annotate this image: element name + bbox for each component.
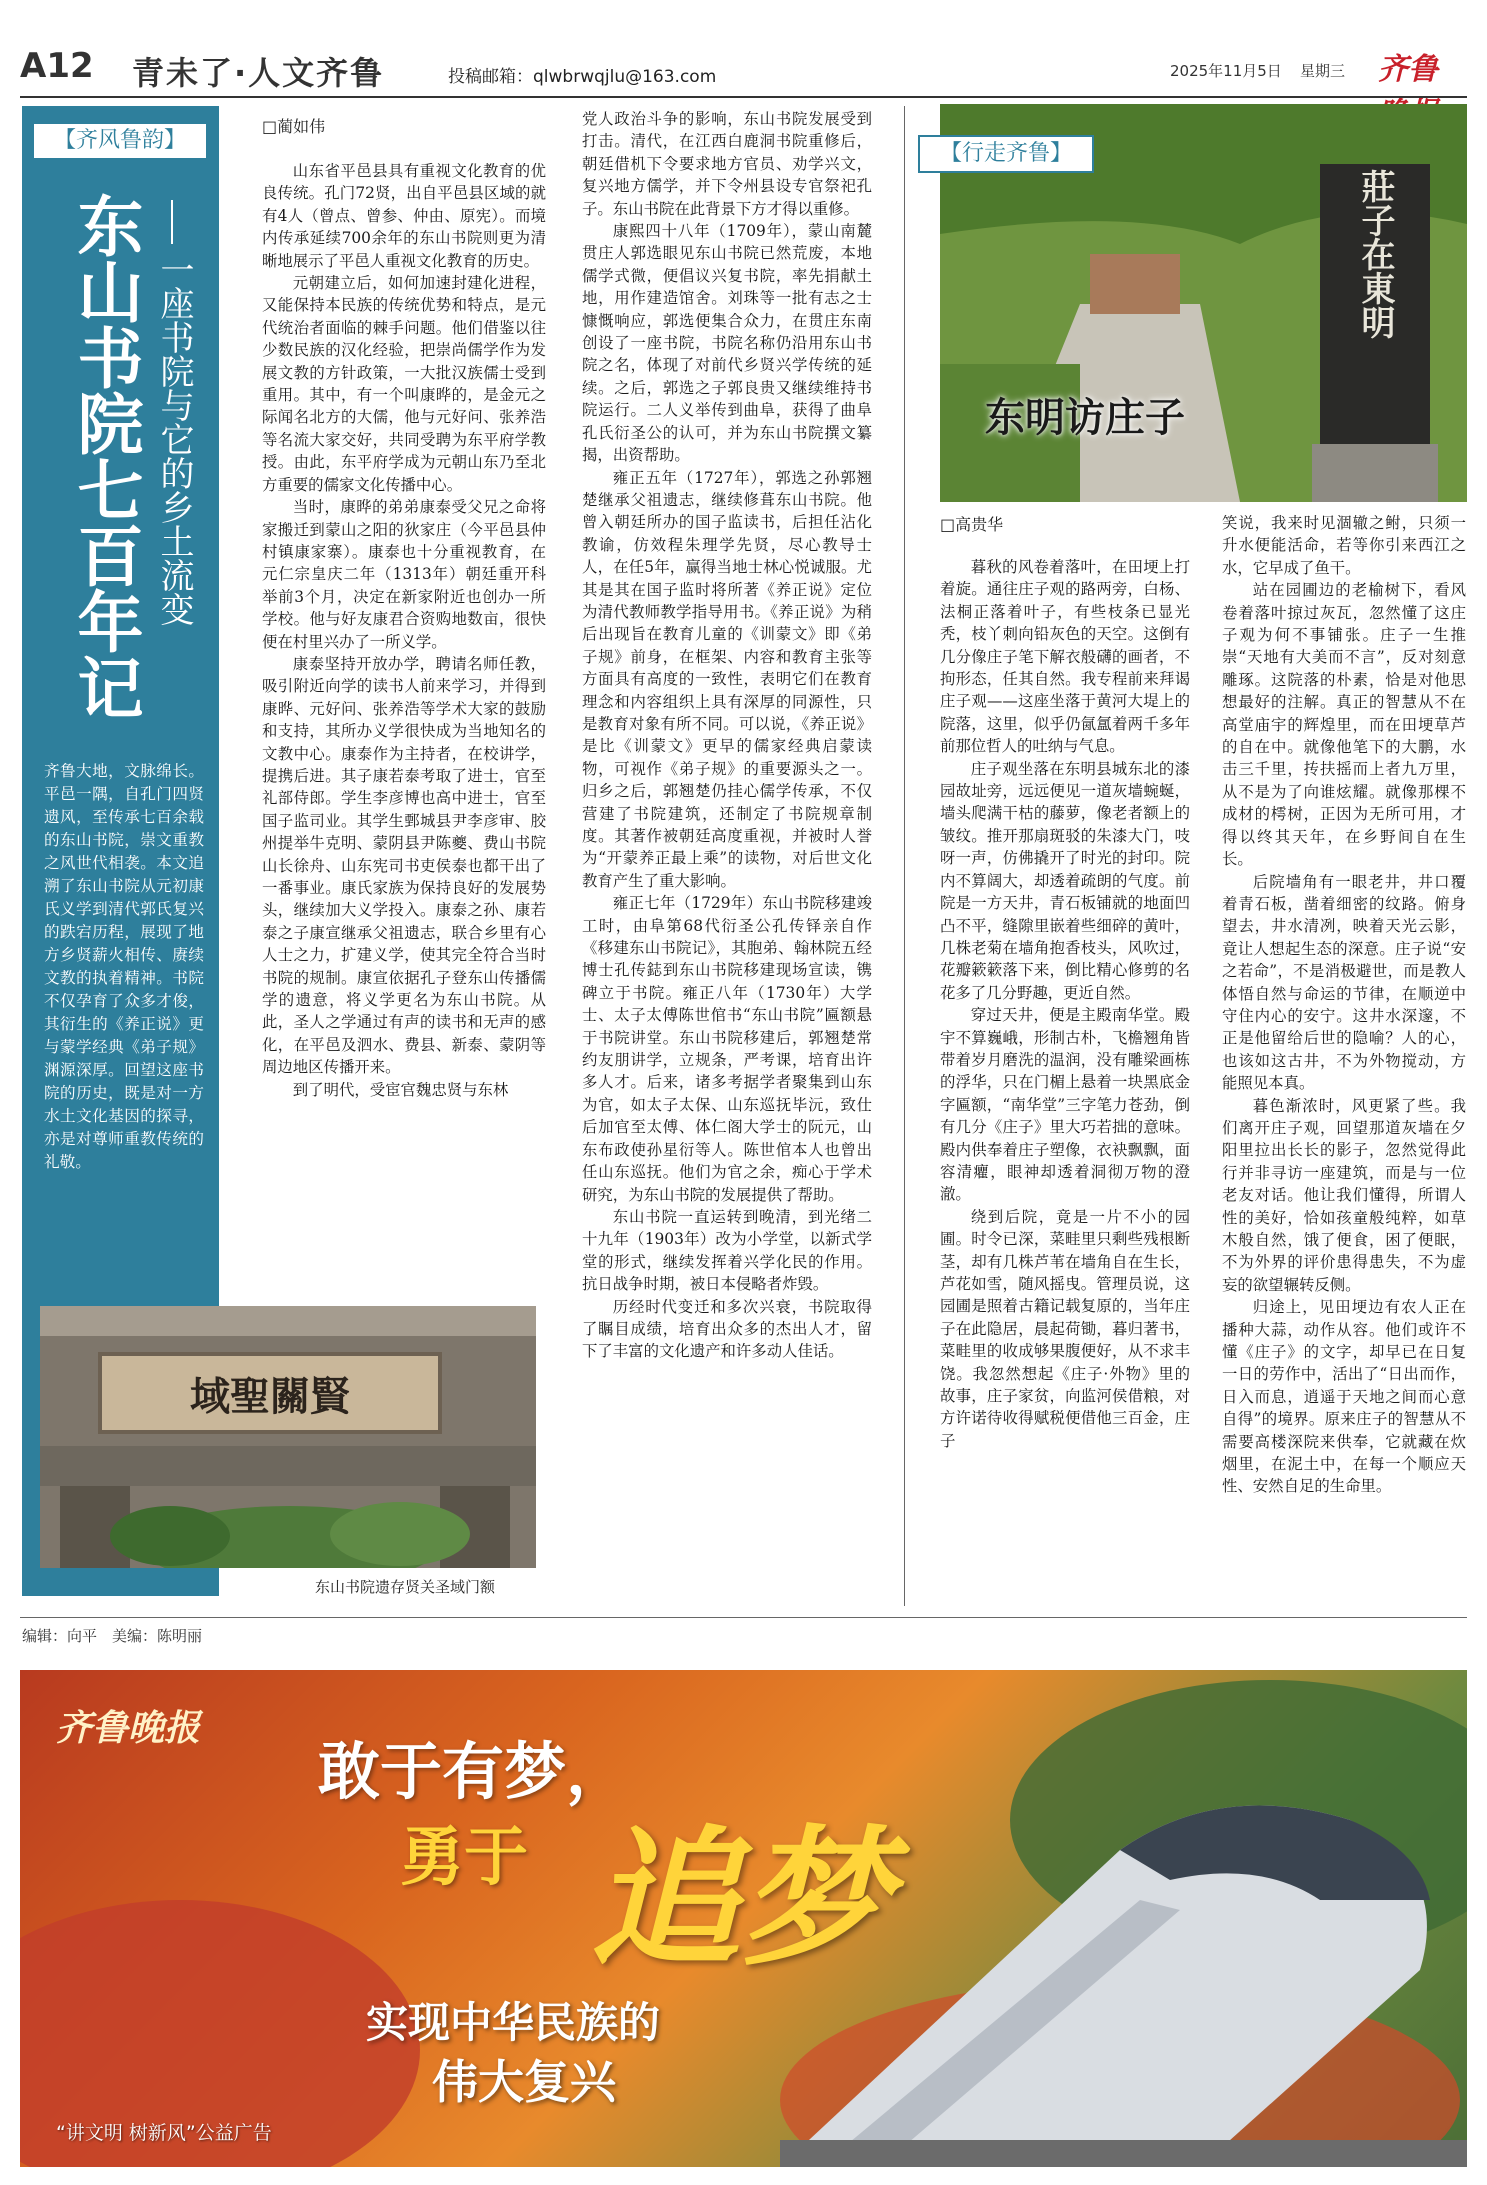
article-subtitle: 一座书院与它的乡土流变 bbox=[154, 252, 194, 626]
submission-email[interactable]: 投稿邮箱：qlwbrwqjlu@163.com bbox=[448, 67, 717, 87]
paragraph: 历经时代变迁和多次兴衰，书院取得了瞩目成绩，培育出众多的杰出人才，留下了丰富的文化遗产和许多动人佳话。 bbox=[582, 1297, 872, 1361]
article2-byline: □高贵华 bbox=[940, 515, 1004, 534]
paragraph: 归途上，见田埂边有农人正在播种大蒜，动作从容。他们或许不懂《庄子》的文字，却早已在日复一日的劳作中，活出了“日出而作，日入而息，逍遥于天地之间而心意自得”的境界。原来庄子的智慧从不需要高楼深院来供奉，它就藏在炊烟里，在泥土中，在每一个顺应天性、安然自足的生命里。 bbox=[1222, 1298, 1466, 1496]
paragraph: 庄子观坐落在东明县城东北的漆园故址旁，远远便见一道灰墙蜿蜒，墙头爬满干枯的藤萝，像老者额上的皱纹。推开那扇斑驳的朱漆大门，吱呀一声，仿佛撬开了时光的封印。院内不算阔大，却透着疏朗的气度。前院是一方天井，青石板铺就的地面凹凸不平，缝隙里嵌着些细碎的黄叶，几株老菊在墙角抱香枝头，风吹过，花瓣簌簌落下来，倒比精心修剪的名花多了几分野趣，更近自然。 bbox=[940, 759, 1190, 1002]
gate-illustration bbox=[40, 1306, 536, 1568]
article1-column-2 bbox=[582, 108, 872, 1363]
issue-weekday: 星期三 bbox=[1300, 62, 1346, 80]
paragraph: 党人政治斗争的影响，东山书院发展受到打击。清代，在江西白鹿洞书院重修后，朝廷借机下令要求地方官员、劝学兴文，复兴地方儒学，并下令州县设专官祭祀孔子。东山书院在此背景下方才得以重修。 bbox=[582, 110, 872, 218]
ad-slogan-line5: 伟大复兴 bbox=[432, 2055, 616, 2109]
paragraph: 康泰坚持开放办学，聘请名师任教，吸引附近向学的读书人前来学习，并得到康晔、元好问、张养浩等学术大家的鼓励和支持，其所办义学很快成为当地知名的文教中心。康泰作为主持者，在校讲学，提携后进。其子康若泰考取了进士，官至礼部侍郎。学生李彦博也高中进士，官至国子监司业。其学生鄄城县尹李彦审、胶州提举牛克明、蒙阴县尹陈夔、费山书院山长徐舟、山东宪司书吏侯泰也都干出了一番事业。康氏家族为保持良好的发展势头，继续加大义学投入。康泰之孙、康若泰之子康宣继承父祖遗志，联合乡里有心人士之力，扩建义学，使其完全符合当时书院的规制。康宣依据孔子登东山传播儒学的遗意，将义学更名为东山书院。从此，圣人之学通过有声的读书和无声的感化，在平邑及泗水、费县、新泰、蒙阴等周边地区传播开来。 bbox=[262, 654, 546, 1077]
paragraph: 后院墙角有一眼老井，井口覆着青石板，凿着细密的纹路。俯身望去，井水清冽，映着天光云影，竟让人想起生态的深意。庄子说“安之若命”，不是消极避世，而是教人体悟自然与命运的节律，在顺逆中守住内心的安宁。这井水深邃，不正是他留给后世的隐喻？人的心，也该如这古井，不为外物搅动，方能照见本真。 bbox=[1222, 872, 1466, 1093]
paragraph: 东山书院一直运转到晚清，到光绪二十九年（1903年）改为小学堂，以新式学堂的形式，继续发挥着兴学化民的作用。抗日战争时期，被日本侵略者炸毁。 bbox=[582, 1207, 872, 1294]
article2-column-1 bbox=[940, 556, 1190, 1452]
article2-column-2 bbox=[1222, 512, 1466, 1498]
paragraph: 雍正五年（1727年），郭选之孙郭翘楚继承父祖遗志，继续修葺东山书院。他曾入朝廷所办的国子监读书，后担任沾化教谕，仿效程朱理学先贤，尽心教导士人，在任5年，赢得当地士林心悦诚服。尤其是其在国子监时将所著《养正说》定位为清代教师教学指导用书。《养正说》为稍后出现旨在教育儿童的《训蒙文》即《弟子规》前身，在框架、内容和教育主张等方面具有高度的一致性，表明它们在教育理念和内容组织上具有深厚的同源性，只是教育对象有所不同。可以说，《养正说》是比《训蒙文》更早的儒家经典启蒙读物，可视作《弟子规》的重要源头之一。归乡之后，郭翘楚仍挂心儒学传承，不仅营建了书院建筑，还制定了书院规章制度。其著作被朝廷高度重视，并被时人誉为“开蒙养正最上乘”的读物，对后世文化教育产生了重大影响。 bbox=[582, 468, 872, 890]
section-title: 青未了·人文齐鲁 bbox=[132, 54, 385, 92]
footer-rule bbox=[20, 1617, 1467, 1618]
header-rule bbox=[20, 96, 1467, 98]
ad-slogan-line1: 敢于有梦， bbox=[318, 1735, 629, 1808]
article1-byline: □蔺如伟 bbox=[262, 117, 326, 136]
gate-inscription: 域聖關賢 bbox=[190, 1373, 350, 1420]
editor-credits: 编辑：向平 美编：陈明丽 bbox=[22, 1627, 203, 1645]
page-header bbox=[20, 40, 1467, 92]
paragraph: 绕到后院，竟是一片不小的园圃。时令已深，菜畦里只剩些残根断茎，却有几株芦苇在墙角自在生长，芦花如雪，随风摇曳。管理员说，这园圃是照着古籍记载复原的，当年庄子在此隐居，晨起荷锄，暮归著书，菜畦里的收成够果腹便好，从不求丰饶。我忽然想起《庄子·外物》里的故事，庄子家贫，向监河侯借粮，对方许诺待收得赋税便借他三百金，庄子 bbox=[940, 1207, 1190, 1450]
ad-slogan-line2: 勇于 bbox=[400, 1821, 528, 1895]
public-service-ad bbox=[20, 1670, 1467, 2167]
column-tag-qifeng: 【齐风鲁韵】 bbox=[32, 122, 208, 160]
paragraph: 康熙四十八年（1709年），蒙山南麓贯庄人郭选眼见东山书院已然荒废，本地儒学式微，便倡议兴复书院，率先捐献土地，用作建造馆舍。刘珠等一批有志之士慷慨响应，郭选便集合众力，在贯庄东南创设了一座书院，书院名称仍沿用东山书院之名，体现了对前代乡贤兴学传统的延续。之后，郭选之子郭良贵又继续维持书院运行。二人义举传到曲阜，获得了曲阜孔氏衍圣公的认可，并为东山书院撰文纂揭，出资帮助。 bbox=[582, 222, 872, 465]
paragraph: 暮秋的风卷着落叶，在田埂上打着旋。通往庄子观的路两旁，白杨、法桐正落着叶子，有些枝条已显光秃，枝丫刺向铅灰色的天空。这倒有几分像庄子笔下解衣般礴的画者，不拘形态，任其自然。我专程前来拜谒庄子观——这座坐落于黄河大堤上的院落，这里，似乎仍氤氲着两千多年前那位哲人的吐纳与气息。 bbox=[940, 558, 1190, 756]
paragraph: 暮色渐浓时，风更紧了些。我们离开庄子观，回望那道灰墙在夕阳里拉出长长的影子，忽然觉得此行并非寻访一座建筑，而是与一位老友对话。他让我们懂得，所谓人性的美好，恰如孩童般纯粹，如草木般自然，饿了便食，困了便眠，不为外界的评价患得患失，不为虚妄的欲望辗转反侧。 bbox=[1222, 1096, 1466, 1294]
article-lede: 齐鲁大地，文脉绵长。平邑一隅，自孔门四贤遗风，至传承七百余载的东山书院，崇文重教之风世代相袭。本文追溯了东山书院从元初康氏义学到清代郭氏复兴的跌宕历程，展现了地方乡贤薪火相传、赓续文教的执着精神。书院不仅孕育了众多才俊，其衍生的《养正说》更与蒙学经典《弟子规》渊源深厚。回望这座书院的历史，既是对一方水土文化基因的探寻，亦是对尊师重教传统的礼敬。 bbox=[44, 762, 204, 1171]
page-number: A12 bbox=[20, 46, 94, 86]
ad-slogan-line4: 实现中华民族的 bbox=[366, 1998, 661, 2047]
article1-column-1 bbox=[262, 160, 546, 1101]
paragraph: 站在园圃边的老榆树下，看风卷着落叶掠过灰瓦，忽然懂了这庄子观为何不事铺张。庄子一生推崇“天地有大美而不言”，反对刻意雕琢。这院落的朴素，恰是对他思想最好的注解。真正的智慧从不在高堂庙宇的辉煌里，而在田埂草芦的自在中。就像他笔下的大鹏，水击三千里，抟扶摇而上者九万里，从不是为了向谁炫耀。就像那棵不成材的樗树，正因为无所可用，才得以终其天年，在乡野间自在生长。 bbox=[1222, 581, 1466, 869]
paragraph: 笑说，我来时见涸辙之鲋，只须一升水便能活命，若等你引来西江之水，它早成了鱼干。 bbox=[1222, 514, 1466, 577]
article-title: 东山书院七百年记 bbox=[66, 192, 144, 720]
paragraph: 穿过天井，便是主殿南华堂。殿宇不算巍峨，形制古朴，飞檐翘角皆带着岁月磨洗的温润，没有雕梁画栋的浮华，只在门楣上悬着一块黑底金字匾额，“南华堂”三字笔力苍劲，倒有几分《庄子》里大巧若拙的意味。殿内供奉着庄子塑像，衣袂飘飘，面容清癯，眼神却透着洞彻万物的澄澈。 bbox=[940, 1006, 1190, 1204]
column-tag-xingzou: 【行走齐鲁】 bbox=[918, 135, 1094, 173]
paragraph: 元朝建立后，如何加速封建化进程，又能保持本民族的传统优势和特点，是元代统治者面临的棘手问题。他们借鉴以往少数民族的汉化经验，把崇尚儒学作为发展文教的方针政策，一大批汉族儒士受到重用。其中，有一个叫康晔的，是金元之际闻名北方的大儒，他与元好问、张养浩等名流大家交好，共同受聘为东平府学教授。由此，东平府学成为元朝山东乃至北方重要的儒家文化传播中心。 bbox=[262, 274, 546, 494]
photo-caption: 东山书院遗存贤关圣域门额 bbox=[315, 1578, 496, 1596]
paragraph: 到了明代，受宦官魏忠贤与东林 bbox=[292, 1080, 509, 1099]
article2-title: 东明访庄子 bbox=[985, 394, 1185, 441]
ad-psa-label: “讲文明 树新风”公益广告 bbox=[56, 2122, 272, 2144]
ad-newspaper-logo: 齐鲁晚报 bbox=[56, 1707, 201, 1749]
subtitle-dash bbox=[171, 200, 173, 244]
issue-date: 2025年11月5日 bbox=[1170, 62, 1282, 80]
paragraph: 当时，康晔的弟弟康泰受父兄之命将家搬迁到蒙山之阳的狄家庄（今平邑县仲村镇康家寨）。康泰也十分重视教育，在元仁宗皇庆二年（1313年）朝廷重开科举前3个月，决定在新家附近也创办一所学校。他与好友康君合资购地数亩，很快便在村里兴办了一所义学。 bbox=[262, 498, 546, 651]
stele-inscription: 莊子在東明 bbox=[1355, 169, 1395, 339]
newspaper-logo: 齐鲁 bbox=[1378, 52, 1438, 87]
paragraph: 雍正七年（1729年）东山书院移建竣工时，由阜第68代衍圣公孔传铎亲自作《移建东山书院记》，其胞弟、翰林院五经博士孔传鋕到东山书院移建现场宣读，镌碑立于书院。雍正八年（1730年）大学士、太子太傅陈世倌书“东山书院”匾额悬于书院讲堂。东山书院移建后，郭翘楚常约友朋讲学，立规条，严考课，培育出许多人才。后来，诸多考据学者聚集到山东为官，如太子太保、山东巡抚毕沅，致仕后加官至太傅、体仁阁大学士的阮元，山东布政使孙星衍等人。陈世倌本人也曾出任山东巡抚。他们为官之余，痴心于学术研究，为东山书院的发展提供了帮助。 bbox=[582, 894, 872, 1204]
paragraph: 山东省平邑县具有重视文化教育的优良传统。孔门72贤，出自平邑县区域的就有4人（曾点、曾参、仲由、原宪）。而境内传承延续700余年的东山书院则更为清晰地展示了平邑人重视文化教育的历史。 bbox=[262, 162, 546, 270]
column-divider bbox=[904, 106, 905, 1606]
photo-gate-plaque bbox=[40, 1306, 536, 1568]
ad-slogan-dream: 追梦 bbox=[590, 1811, 891, 1987]
